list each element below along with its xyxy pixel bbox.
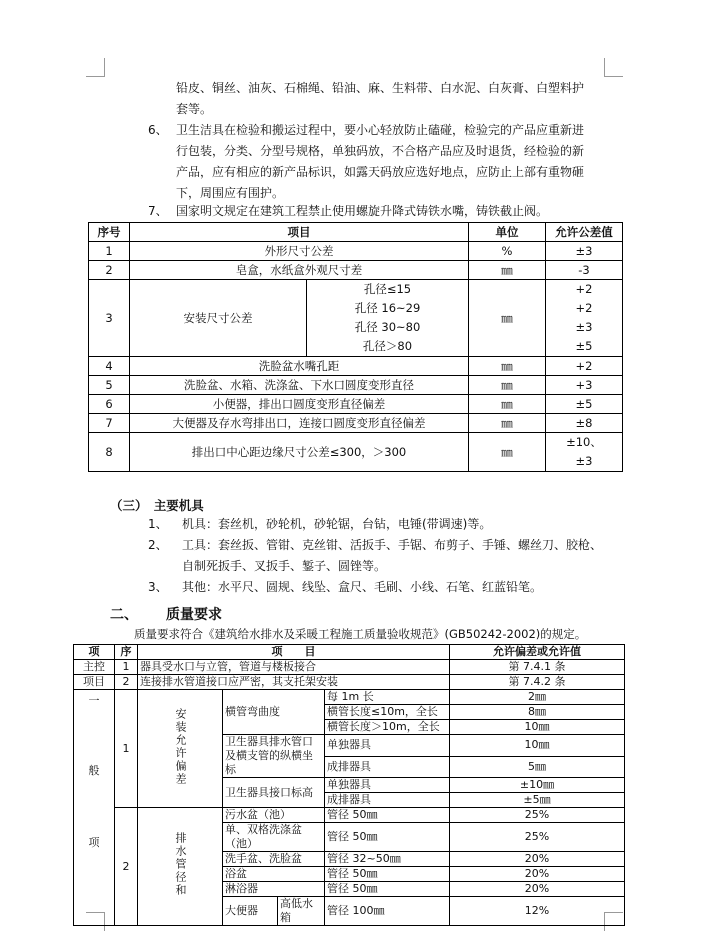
- subvalue: +2: [575, 301, 593, 315]
- table-row: [74, 690, 625, 705]
- item6-line-4: 下，周围应有围护。: [176, 186, 285, 200]
- row-value: 25%: [450, 808, 625, 823]
- row-spec: 管径 50㎜: [325, 882, 450, 897]
- header-unit: 单位: [469, 223, 546, 242]
- row-no: 6: [89, 395, 130, 414]
- row-value: ±8: [546, 414, 623, 433]
- row-subitem: 高低水箱: [278, 897, 325, 926]
- table-row: [89, 414, 623, 433]
- group-name: 横管弯曲度: [223, 690, 325, 735]
- row-spec: 横管长度＞10m，全长: [325, 720, 450, 735]
- table-row: [74, 675, 625, 690]
- general-label-char: 一: [88, 694, 100, 707]
- section-number-quality: 二、: [110, 607, 138, 623]
- table-row: [89, 376, 623, 395]
- row-item: 排出口中心距边缘尺寸公差≤300，＞300: [130, 433, 469, 472]
- item6-number: 6、: [148, 123, 168, 137]
- row-item: 大便器: [223, 897, 278, 926]
- row-item: 单、双格洗涤盆（池）: [223, 823, 325, 852]
- main-control-label: 项目: [74, 675, 115, 690]
- table-row: [89, 261, 623, 280]
- table-row: [89, 280, 623, 357]
- row-item: 洗脸盆、水箱、洗涤盆、下水口圆度变形直径: [130, 376, 469, 395]
- category-label: 排水管径和: [174, 832, 187, 897]
- tool-item-text: 机具：套丝机，砂轮机，砂轮锯，台钻，电锤(带调速)等。: [182, 517, 492, 531]
- table-header-row: [89, 223, 623, 242]
- row-value: -3: [546, 261, 623, 280]
- header-item: 项 目: [138, 645, 450, 660]
- row-value: ±10㎜: [450, 778, 625, 793]
- item7-number: 7、: [148, 204, 168, 218]
- table-header-row: [74, 645, 625, 660]
- subvalue: +2: [575, 282, 593, 296]
- tool-item-number: 2、: [148, 538, 168, 552]
- row-no: 2: [115, 675, 138, 690]
- tool-item-text: 自制死扳手、叉扳手、錾子、圆锉等。: [182, 559, 387, 573]
- row-spec: 每 1m 长: [325, 690, 450, 705]
- header-no: 序号: [89, 223, 130, 242]
- table-row: [89, 242, 623, 261]
- row-value: ±5㎜: [450, 793, 625, 808]
- row-item: 洗脸盆水嘴孔距: [130, 357, 469, 376]
- row-value: 12%: [450, 897, 625, 926]
- row-value: 20%: [450, 852, 625, 867]
- subitem: 孔径＞80: [362, 339, 413, 353]
- row-no: 2: [89, 261, 130, 280]
- row-no: 7: [89, 414, 130, 433]
- tool-item-text: 其他：水平尺、圆规、线坠、盒尺、毛刷、小线、石笔、红蓝铅笔。: [182, 580, 543, 594]
- row-values: [546, 433, 623, 472]
- header-item: 项目: [130, 223, 469, 242]
- row-unit: ㎜: [469, 261, 546, 280]
- row-item: 浴盆: [223, 867, 325, 882]
- row-item: 小便器，排出口圆度变形直径偏差: [130, 395, 469, 414]
- general-label-char: 般: [88, 764, 100, 777]
- row-values: [546, 280, 623, 357]
- table-row: [74, 808, 625, 823]
- row-value: 10㎜: [450, 735, 625, 757]
- row-value: 20%: [450, 882, 625, 897]
- row-value: ±3: [546, 242, 623, 261]
- row-value: 第 7.4.1 条: [450, 660, 625, 675]
- row-subitems: [307, 280, 469, 357]
- row-item: 皂盒，水纸盒外观尺寸差: [130, 261, 469, 280]
- row-no: 2: [115, 808, 138, 926]
- tolerance-table: [88, 222, 623, 472]
- row-value: 5㎜: [450, 756, 625, 778]
- row-spec: 单独器具: [325, 735, 450, 757]
- row-value: 第 7.4.2 条: [450, 675, 625, 690]
- header-value: 允许偏差或允许值: [450, 645, 625, 660]
- row-item: 淋浴器: [223, 882, 325, 897]
- row-value: 20%: [450, 867, 625, 882]
- row-item: 外形尺寸公差: [130, 242, 469, 261]
- category-install-deviation: [138, 690, 223, 808]
- row-spec: 管径 50㎜: [325, 823, 450, 852]
- quality-intro: 质量要求符合《建筑给水排水及采暖工程施工质量验收规范》(GB50242-2002)的规定。: [134, 627, 587, 641]
- table-row: [89, 357, 623, 376]
- row-spec: 管径 100㎜: [325, 897, 450, 926]
- row-value: +2: [546, 357, 623, 376]
- item7-text: 国家明文规定在建筑工程禁止使用螺旋升降式铸铁水嘴，铸铁截止阀。: [176, 204, 549, 218]
- general-item-label: [74, 690, 115, 926]
- section-heading-tools: （三） 主要机具: [110, 498, 204, 513]
- row-value: 2㎜: [450, 690, 625, 705]
- item6-line-2: 行包装，分类、分型号规格，单独码放，不合格产品应及时退货，经检验的新: [176, 144, 585, 158]
- row-item: 器具受水口与立管，管道与楼板接合: [138, 660, 450, 675]
- row-item: 污水盆（池）: [223, 808, 325, 823]
- row-item: 洗手盆、洗脸盆: [223, 852, 325, 867]
- subvalue: ±3: [575, 320, 593, 334]
- row-no: 4: [89, 357, 130, 376]
- row-no: 1: [89, 242, 130, 261]
- row-item: 连接排水管道接口应严密，其支托架安装: [138, 675, 450, 690]
- row-spec: 单独器具: [325, 778, 450, 793]
- row-spec: 成排器具: [325, 793, 450, 808]
- row-value: 25%: [450, 823, 625, 852]
- group-name: 卫生器具排水管口及横支管的纵横坐标: [223, 735, 325, 778]
- header-value: 允许公差值: [546, 223, 623, 242]
- table-row: [89, 395, 623, 414]
- tool-item-text: 工具：套丝扳、管钳、克丝钳、活扳手、手锯、布剪子、手锤、螺丝刀、胶枪、: [182, 538, 603, 552]
- row-value: ±5: [546, 395, 623, 414]
- row-unit: ㎜: [469, 414, 546, 433]
- group-name: 卫生器具接口标高: [223, 778, 325, 808]
- row-unit: ㎜: [469, 395, 546, 414]
- quality-table: [73, 644, 625, 926]
- tool-item-number: 1、: [148, 517, 168, 531]
- section-title-quality: 质量要求: [166, 607, 222, 623]
- subitem: 孔径 30~80: [354, 320, 421, 334]
- row-unit: ㎜: [469, 433, 546, 472]
- row-no: 1: [115, 690, 138, 808]
- table-row: [89, 433, 623, 472]
- row-spec: 横管长度≤10m，全长: [325, 705, 450, 720]
- item6-line-3: 产品，应有相应的新产品标识，如露天码放应选好地点，应防止上部有重物砸: [176, 165, 585, 179]
- row-spec: 管径 50㎜: [325, 867, 450, 882]
- row-spec: 管径 32~50㎜: [325, 852, 450, 867]
- row-no: 3: [89, 280, 130, 357]
- main-control-label: 主控: [74, 660, 115, 675]
- row-unit: ㎜: [469, 376, 546, 395]
- intro-line-1: 铅皮、铜丝、油灰、石棉绳、铅油、麻、生料带、白水泥、白灰膏、白塑料护: [176, 81, 585, 95]
- intro-line-2: 套等。: [176, 102, 213, 116]
- crop-mark-top-right: [604, 58, 623, 77]
- subvalue: ±10、: [566, 435, 602, 449]
- crop-mark-top-left: [86, 58, 105, 77]
- subvalue: ±5: [575, 339, 593, 353]
- row-unit: ㎜: [469, 357, 546, 376]
- row-unit: %: [469, 242, 546, 261]
- row-spec: 成排器具: [325, 756, 450, 778]
- row-no: 5: [89, 376, 130, 395]
- row-no: 1: [115, 660, 138, 675]
- subvalue: ±3: [575, 454, 593, 468]
- row-value: +3: [546, 376, 623, 395]
- header-category: 项: [74, 645, 115, 660]
- table-row: [74, 660, 625, 675]
- subitem: 孔径 16~29: [354, 301, 421, 315]
- item6-line-1: 卫生洁具在检验和搬运过程中，要小心轻放防止磕碰，检验完的产品应重新进: [176, 123, 585, 137]
- row-value: 10㎜: [450, 720, 625, 735]
- tool-item-number: 3、: [148, 580, 168, 594]
- subitem: 孔径≤15: [363, 282, 412, 296]
- row-value: 8㎜: [450, 705, 625, 720]
- row-item: 大便器及存水弯排出口，连接口圆度变形直径偏差: [130, 414, 469, 433]
- row-unit: ㎜: [469, 280, 546, 357]
- header-no: 序: [115, 645, 138, 660]
- category-label: 安装允许偏差: [174, 707, 187, 786]
- row-spec: 管径 50㎜: [325, 808, 450, 823]
- row-item: 安装尺寸公差: [130, 280, 307, 357]
- row-no: 8: [89, 433, 130, 472]
- general-label-char: 项: [88, 836, 100, 849]
- category-drain-pipe: [138, 808, 223, 926]
